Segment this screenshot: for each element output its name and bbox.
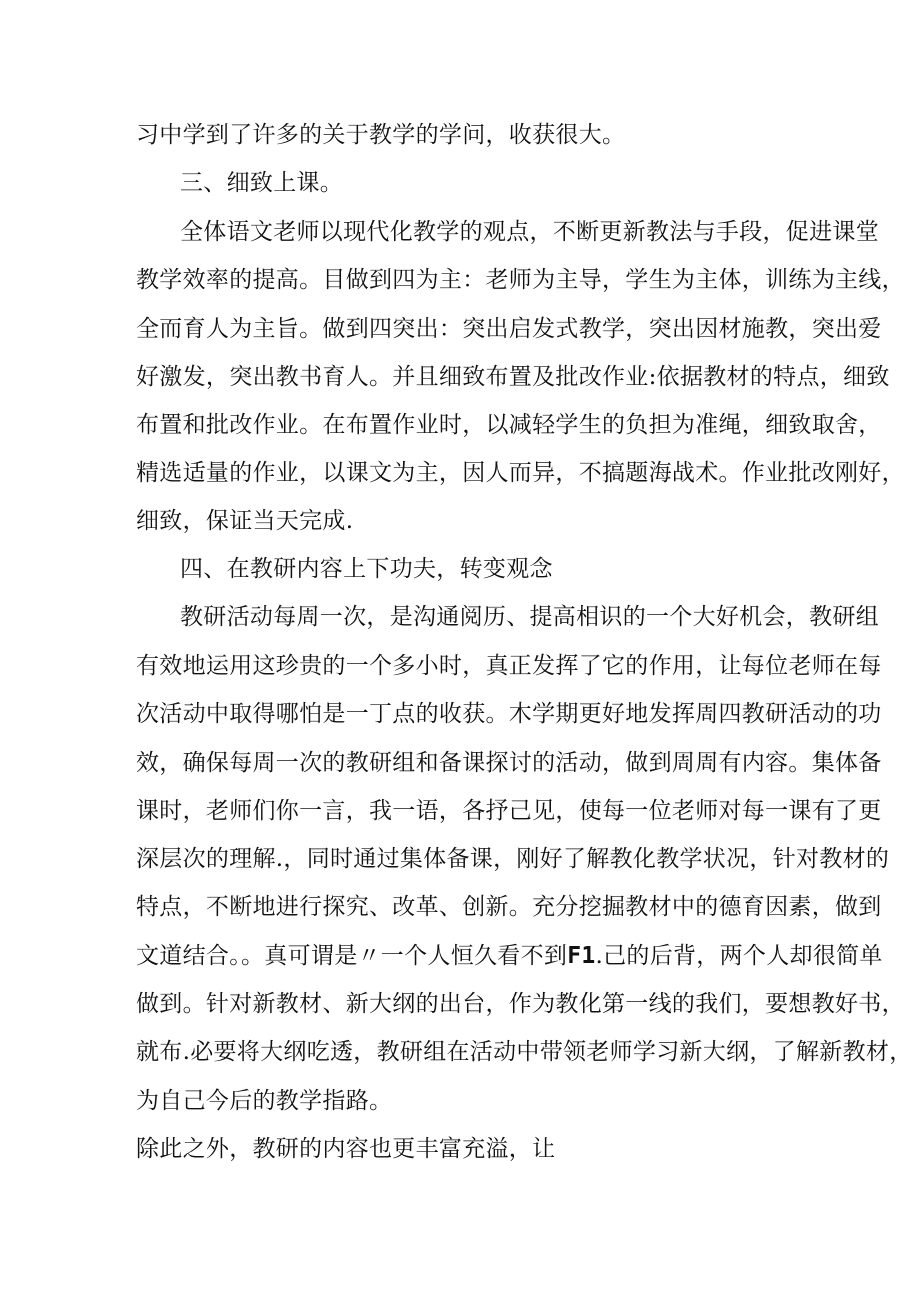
text-segment: .己的后背，两个人却很简单: [595, 943, 883, 969]
paragraph-line: 布置和批改作业。在布置作业时，以减轻学生的负担为准绳，细致取舍，: [136, 412, 882, 438]
paragraph-line: 深层次的理解.，同时通过集体备课，刚好了解教化教学状况，针对教材的: [136, 846, 890, 872]
paragraph-line: 次活动中取得哪怕是一丁点的收获。木学期更好地发挥周四教研活动的功: [136, 701, 882, 727]
paragraph-line: 细致，保证当天完成.: [136, 508, 354, 534]
paragraph-line: 全而育人为主旨。做到四突出：突出启发式教学，突出因材施教，突出爱: [136, 316, 882, 342]
paragraph-line: 除此之外，教研的内容也更丰富充溢，让: [136, 1136, 556, 1162]
paragraph-line: 全体语文老师以现代化教学的观点，不断更新教法与手段，促进课堂: [180, 219, 879, 245]
paragraph-line: 效，确保每周一次的教研组和备课探讨的活动，做到周周有内容。集体备: [136, 750, 882, 776]
paragraph-line: 教学效率的提高。目做到四为主：老师为主导，学生为主体，训练为主线，: [136, 267, 905, 293]
paragraph-line: 好激发，突出教书育人。并且细致布置及批改作业:依据教材的特点，细致: [136, 364, 890, 390]
paragraph-line: 教研活动每周一次，是沟通阅历、提高相识的一个大好机会，教研组: [180, 604, 879, 630]
ocr-glitch-text: F1: [567, 943, 596, 969]
section-heading-4: 四、在教研内容上下功夫，转变观念: [180, 556, 553, 582]
text-segment: 文道结合。。真可谓是〃一个人恒久看不到: [136, 943, 568, 969]
paragraph-line: 习中学到了许多的关于教学的学问，收获很大。: [136, 122, 626, 148]
paragraph-line: 就布.必要将大纲吃透，教研组在活动中带领老师学习新大纲，了解新教材，: [136, 1039, 913, 1065]
paragraph-line-mixed: [136, 932, 883, 980]
section-heading-3: 三、细致上课。: [180, 170, 344, 196]
paragraph-line: 有效地运用这珍贵的一个多小时，真正发挥了它的作用，让每位老师在每: [136, 653, 882, 679]
paragraph-line: 课时，老师们你一言，我一语，各抒己见，使每一位老师对每一课有了更: [136, 798, 882, 824]
paragraph-line: 做到。针对新教材、新大纲的出台，作为教化第一线的我们，要想教好书，: [136, 991, 905, 1017]
paragraph-line: 特点，不断地进行探究、改革、创新。充分挖掘教材中的德育因素，做到: [136, 894, 882, 920]
paragraph-line: 精选适量的作业，以课文为主，因人而异，不搞题海战术。作业批改刚好，: [136, 460, 905, 486]
paragraph-line: 为自己今后的教学指路。: [136, 1088, 393, 1114]
